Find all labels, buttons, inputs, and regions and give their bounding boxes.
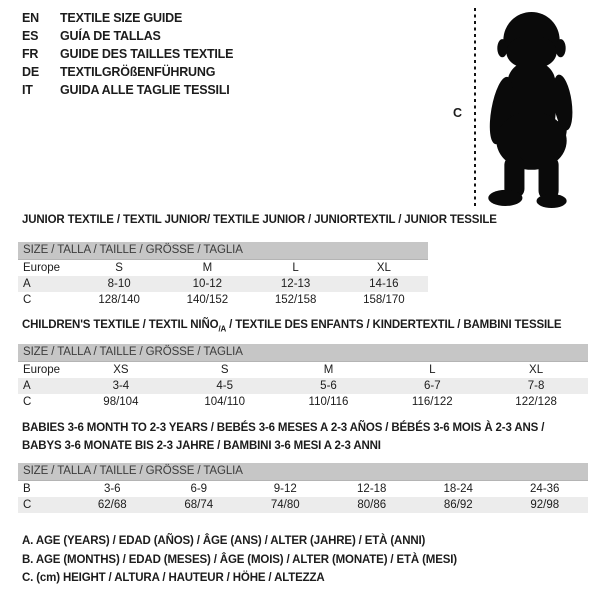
table-row — [18, 292, 428, 308]
size-cell: M — [202, 262, 213, 274]
legend-row-en — [22, 9, 233, 27]
height-cell: 80/86 — [357, 499, 387, 511]
height-cell: 122/128 — [515, 396, 557, 408]
age-cell: 24-36 — [530, 483, 560, 495]
height-cell: 74/80 — [270, 499, 300, 511]
legend-row-es — [22, 27, 233, 45]
age-cell: 5-6 — [320, 380, 337, 392]
children-table-title — [22, 319, 561, 333]
height-cell: 116/122 — [411, 396, 453, 408]
footnote-c: C. (cm) HEIGHT / ALTURA / HAUTEUR / HÖHE / ALTEZZA — [22, 572, 325, 585]
legend-label: GUIDE DES TAILLES TEXTILE — [60, 47, 234, 61]
legend-code: ES — [22, 29, 39, 43]
age-cell: 8-10 — [107, 278, 131, 290]
table-row — [18, 481, 588, 497]
table-row — [18, 362, 588, 378]
language-legend — [22, 9, 233, 99]
height-cell: 62/68 — [97, 499, 127, 511]
height-measure-label: C — [453, 106, 463, 120]
table-row — [18, 260, 428, 276]
babies-size-header: SIZE / TALLA / TAILLE / GRÖSSE / TAGLIA — [18, 463, 588, 481]
age-cell: 18-24 — [443, 483, 473, 495]
legend-code: FR — [22, 47, 39, 61]
row-label: C — [23, 294, 32, 306]
age-cell: 7-8 — [527, 380, 545, 392]
children-table — [18, 344, 588, 410]
legend-code: EN — [22, 11, 39, 25]
size-cell: XS — [113, 364, 129, 376]
age-cell: 6-9 — [190, 483, 208, 495]
size-cell: S — [115, 262, 123, 274]
height-cell: 128/140 — [98, 294, 140, 306]
age-cell: 4-5 — [216, 380, 233, 392]
size-cell: XL — [376, 262, 391, 274]
children-size-header: SIZE / TALLA / TAILLE / GRÖSSE / TAGLIA — [18, 344, 588, 362]
legend-label: TEXTILE SIZE GUIDE — [60, 11, 183, 25]
children-title-suffix: / TEXTILE DES ENFANTS / KINDERTEXTIL / BAMBINI TESSILE — [226, 319, 562, 331]
size-cell: M — [323, 364, 334, 376]
age-cell: 14-16 — [369, 278, 399, 290]
table-row — [18, 276, 428, 292]
babies-title-line2: BABYS 3-6 MONATE BIS 2-3 JAHRE / BAMBINI 3-6 MESI A 2-3 ANNI — [22, 439, 381, 452]
row-label: C — [23, 396, 32, 408]
height-cell: 98/104 — [103, 396, 139, 408]
legend-row-it — [22, 81, 233, 99]
height-cell: 104/110 — [204, 396, 246, 408]
babies-table — [18, 463, 588, 513]
table-row — [18, 394, 588, 410]
row-label: Europe — [23, 364, 61, 376]
height-cell: 158/170 — [363, 294, 405, 306]
babies-title-line1: BABIES 3-6 MONTH TO 2-3 YEARS / BEBÉS 3-6 MESES A 2-3 AÑOS / BÉBÉS 3-6 MOIS À 2-3 ANS / — [22, 422, 545, 434]
age-cell: 6-7 — [423, 380, 441, 392]
height-cell: 110/116 — [308, 396, 349, 408]
legend-label: GUIDA ALLE TAGLIE TESSILI — [60, 83, 230, 97]
row-label: Europe — [23, 262, 61, 274]
height-measure-dotted-line — [474, 8, 476, 208]
babies-table-title — [22, 420, 544, 455]
footnotes — [22, 532, 457, 588]
legend-code: IT — [22, 83, 33, 97]
footnote-b: B. AGE (MONTHS) / EDAD (MESES) / ÂGE (MOIS) / ALTER (MONATE) / ETÀ (MESI) — [22, 553, 457, 566]
age-cell: 12-13 — [280, 278, 311, 290]
size-cell: L — [292, 262, 299, 274]
age-cell: 9-12 — [273, 483, 297, 495]
height-cell: 140/152 — [186, 294, 229, 306]
junior-table — [18, 242, 428, 308]
children-title-prefix: CHILDREN'S TEXTILE / TEXTIL NIÑO — [22, 319, 219, 331]
size-cell: L — [429, 364, 436, 376]
age-cell: 3-4 — [112, 380, 130, 392]
legend-code: DE — [22, 65, 39, 79]
row-label: A — [23, 278, 31, 290]
junior-table-title: JUNIOR TEXTILE / TEXTIL JUNIOR/ TEXTILE JUNIOR / JUNIORTEXTIL / JUNIOR TESSILE — [22, 214, 497, 226]
legend-label: TEXTILGRÖßENFÜHRUNG — [60, 65, 216, 79]
height-cell: 92/98 — [530, 499, 560, 511]
junior-size-header: SIZE / TALLA / TAILLE / GRÖSSE / TAGLIA — [18, 242, 428, 260]
row-label: A — [23, 380, 31, 392]
row-label: B — [23, 483, 31, 495]
age-cell: 12-18 — [357, 483, 387, 495]
row-label: C — [23, 499, 32, 511]
legend-label: GUÍA DE TALLAS — [60, 29, 161, 43]
age-cell: 10-12 — [192, 278, 223, 290]
table-row — [18, 497, 588, 513]
children-title-subscript: /A — [218, 324, 227, 334]
legend-row-fr — [22, 45, 233, 63]
baby-silhouette — [480, 7, 586, 208]
age-cell: 3-6 — [103, 483, 121, 495]
height-cell: 68/74 — [184, 499, 214, 511]
table-row — [18, 378, 588, 394]
height-cell: 86/92 — [443, 499, 473, 511]
legend-row-de — [22, 63, 233, 81]
footnote-a: A. AGE (YEARS) / EDAD (AÑOS) / ÂGE (ANS) / ALTER (JAHRE) / ETÀ (ANNI) — [22, 535, 426, 547]
size-cell: S — [220, 364, 229, 376]
size-cell: XL — [529, 364, 544, 376]
height-cell: 152/158 — [274, 294, 317, 306]
